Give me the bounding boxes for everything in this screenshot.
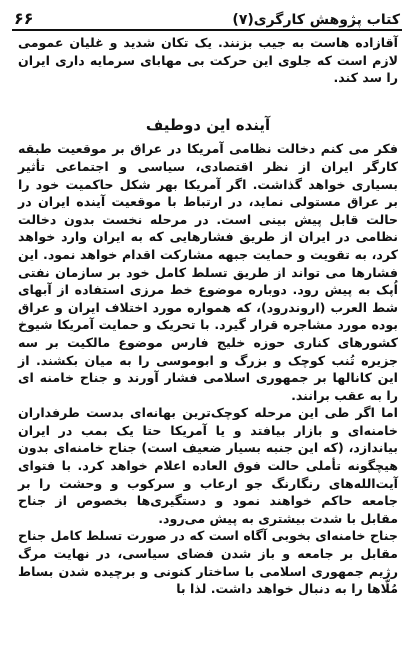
header-rule bbox=[12, 29, 402, 31]
paragraph-1: فکر می کنم دخالت نظامی آمریکا در عراق بر موقعیت طبقه کارگر ایران از نظر اقتصادی، سیاسی و اجتماعی تأثیر بسیاری خواهد گذاشت. اگر آمریکا بهر شکل حاکمیت خود را بر عراق مستولی نماید، در ارتباط با موقعیت آینده ایران در حالت قابل پیش بینی است. در مرحله نخست بدون دخالت نظامی در ایران از طریق فشارهایی که به ایران وارد خواهد کرد، به تقویت و حمایت جبهه مشارکت اقدام خواهد نمود. این فشارها می تواند از طریق تسلط کامل خود بر سازمان نفتی اُپک به پیش رود. دوباره موضوع خط مرزی استفاده از آبهای شط العرب (اروندرود)، که همواره مورد اختلاف ایران و عراق بوده مورد مشاجره قرار گیرد. با تحریک و حمایت آمریکا شیوخ کشورهای کناری حوزه خلیج فارس موضوع مالکیت بر سه جزیره تُنب کوچک و بزرگ و ابوموسی را به میان بکشند. از این کانالها بر جمهوری اسلامی فشار آورند و جناح خامنه ای را به عقب برانند. bbox=[18, 141, 398, 403]
body-text bbox=[18, 34, 398, 598]
paragraph-intro: آقازاده هاست به جیب بزنند. یک تکان شدید و غلیان عمومی لازم است که جلوی این حرکت بی مهابای سرمایه داری ایران را سد کند. bbox=[18, 35, 398, 86]
section-title: آینده این دوطیف bbox=[145, 115, 271, 134]
paragraph-3: جناح خامنه‌ای بخوبی آگاه است که در صورت تسلط کامل جناح مقابل بر جامعه و باز شدن فضای سیاسی، در نهایت مرگ رژیم جمهوری اسلامی با ساختار کنونی و برچیده شدن بساط مُلّاها را به دنبال خواهد داشت. لذا با bbox=[18, 528, 398, 597]
paragraph-2: اما اگر طی این مرحله کوچک‌ترین بهانه‌ای بدست طرفداران خامنه‌ای و بازار بیافتد و یا آمریکا حتا یک بمب در ایران بیاندازد، (که این جنبه بسیار ضعیف است) جناح خامنه‌ای بدون هیچگونه تأملی حالت فوق العاده اعلام خواهد کرد. با فتوای آیت‌الله‌های رنگارنگ جو ارعاب و سرکوب و وحشت را بر جامعه حاکم خواهند نمود و دستگیری‌ها بخصوص از جناح مقابل با شدت بیشتری به پیش می‌رود. bbox=[18, 405, 398, 526]
book-title: کتاب پژوهش کارگری(۷) bbox=[232, 12, 400, 28]
page-header bbox=[14, 4, 400, 28]
page-number: ۶۶ bbox=[14, 9, 34, 28]
